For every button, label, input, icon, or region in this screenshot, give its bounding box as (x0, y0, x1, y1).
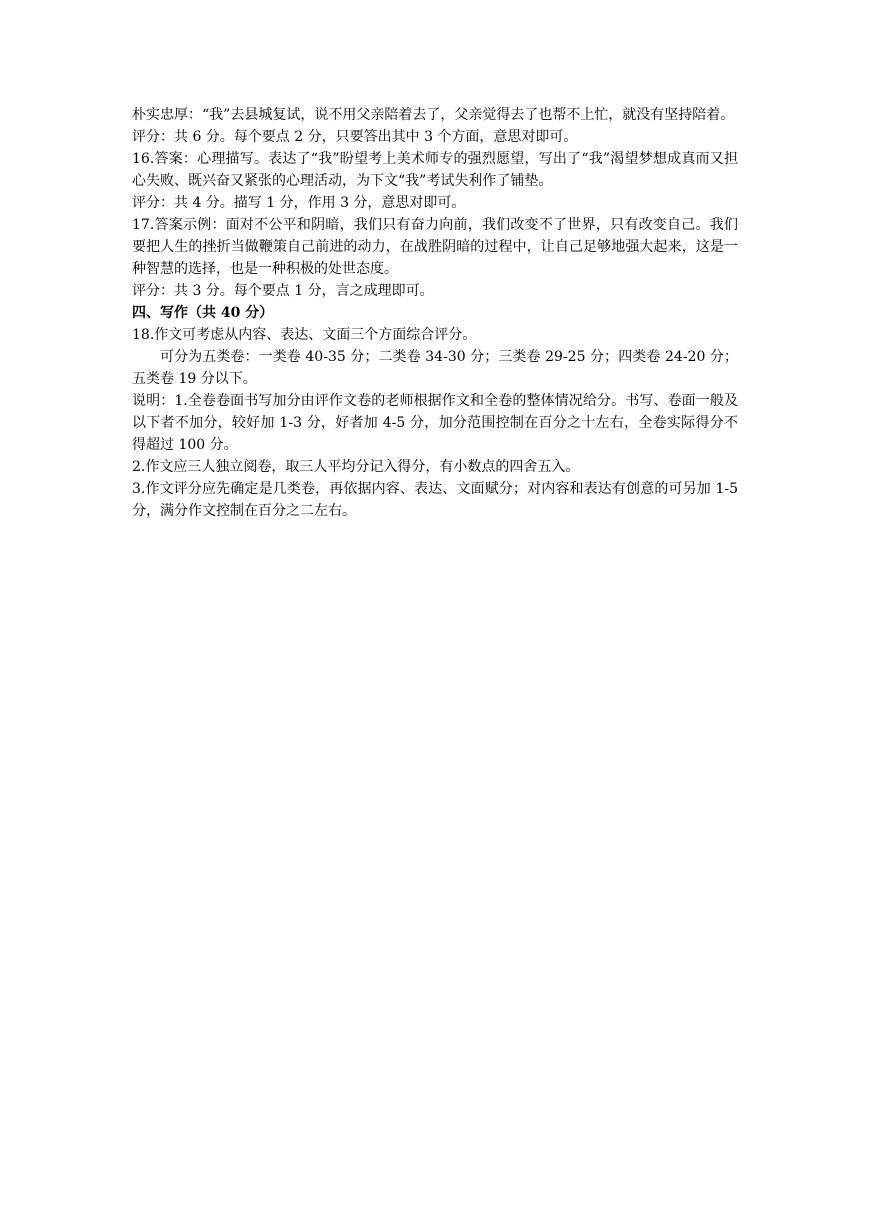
note-2: 2.作文应三人独立阅卷，取三人平均分记入得分，有小数点的四舍五入。 (132, 459, 580, 475)
grading-categories: 可分为五类卷：一类卷 40-35 分；二类卷 34-30 分；三类卷 29-25 分；四类卷 24-20 分；五类卷 19 分以下。 (132, 349, 738, 387)
scoring-note-15: 评分：共 6 分。每个要点 2 分，只要答出其中 3 个方面，意思对即可。 (132, 129, 578, 145)
answer-16: 16.答案：心理描写。表达了“我”盼望考上美术师专的强烈愿望，写出了“我”渴望梦想成真而又担心失败、既兴奋又紧张的心理活动，为下文“我”考试失利作了铺垫。 (132, 151, 738, 189)
answer-17: 17.答案示例：面对不公平和阴暗，我们只有奋力向前，我们改变不了世界，只有改变自己。我们要把人生的挫折当做鞭策自己前进的动力，在战胜阴暗的过程中，让自己足够地强大起来，这是一种智慧的选择，也是一种积极的处世态度。 (132, 217, 738, 277)
section-heading-writing: 四、写作（共 40 分） (132, 305, 274, 321)
scoring-note-16: 评分：共 4 分。描写 1 分，作用 3 分，意思对即可。 (132, 195, 466, 211)
answer-15-continuation: 朴实忠厚：“我”去县城复试，说不用父亲陪着去了，父亲觉得去了也帮不上忙，就没有坚持陪着。 (132, 107, 735, 123)
note-1: 说明：1.全卷卷面书写加分由评作文卷的老师根据作文和全卷的整体情况给分。书写、卷面一般及以下者不加分，较好加 1-3 分，好者加 4-5 分，加分范围控制在百分之十左右，全卷实际得分不得超过 100 分。 (132, 393, 738, 453)
document-body (132, 104, 738, 522)
scoring-note-17: 评分：共 3 分。每个要点 1 分，言之成理即可。 (132, 283, 434, 299)
note-3: 3.作文评分应先确定是几类卷，再依据内容、表达、文面赋分；对内容和表达有创意的可另加 1-5 分，满分作文控制在百分之二左右。 (132, 481, 738, 519)
answer-18: 18.作文可考虑从内容、表达、文面三个方面综合评分。 (132, 327, 477, 343)
